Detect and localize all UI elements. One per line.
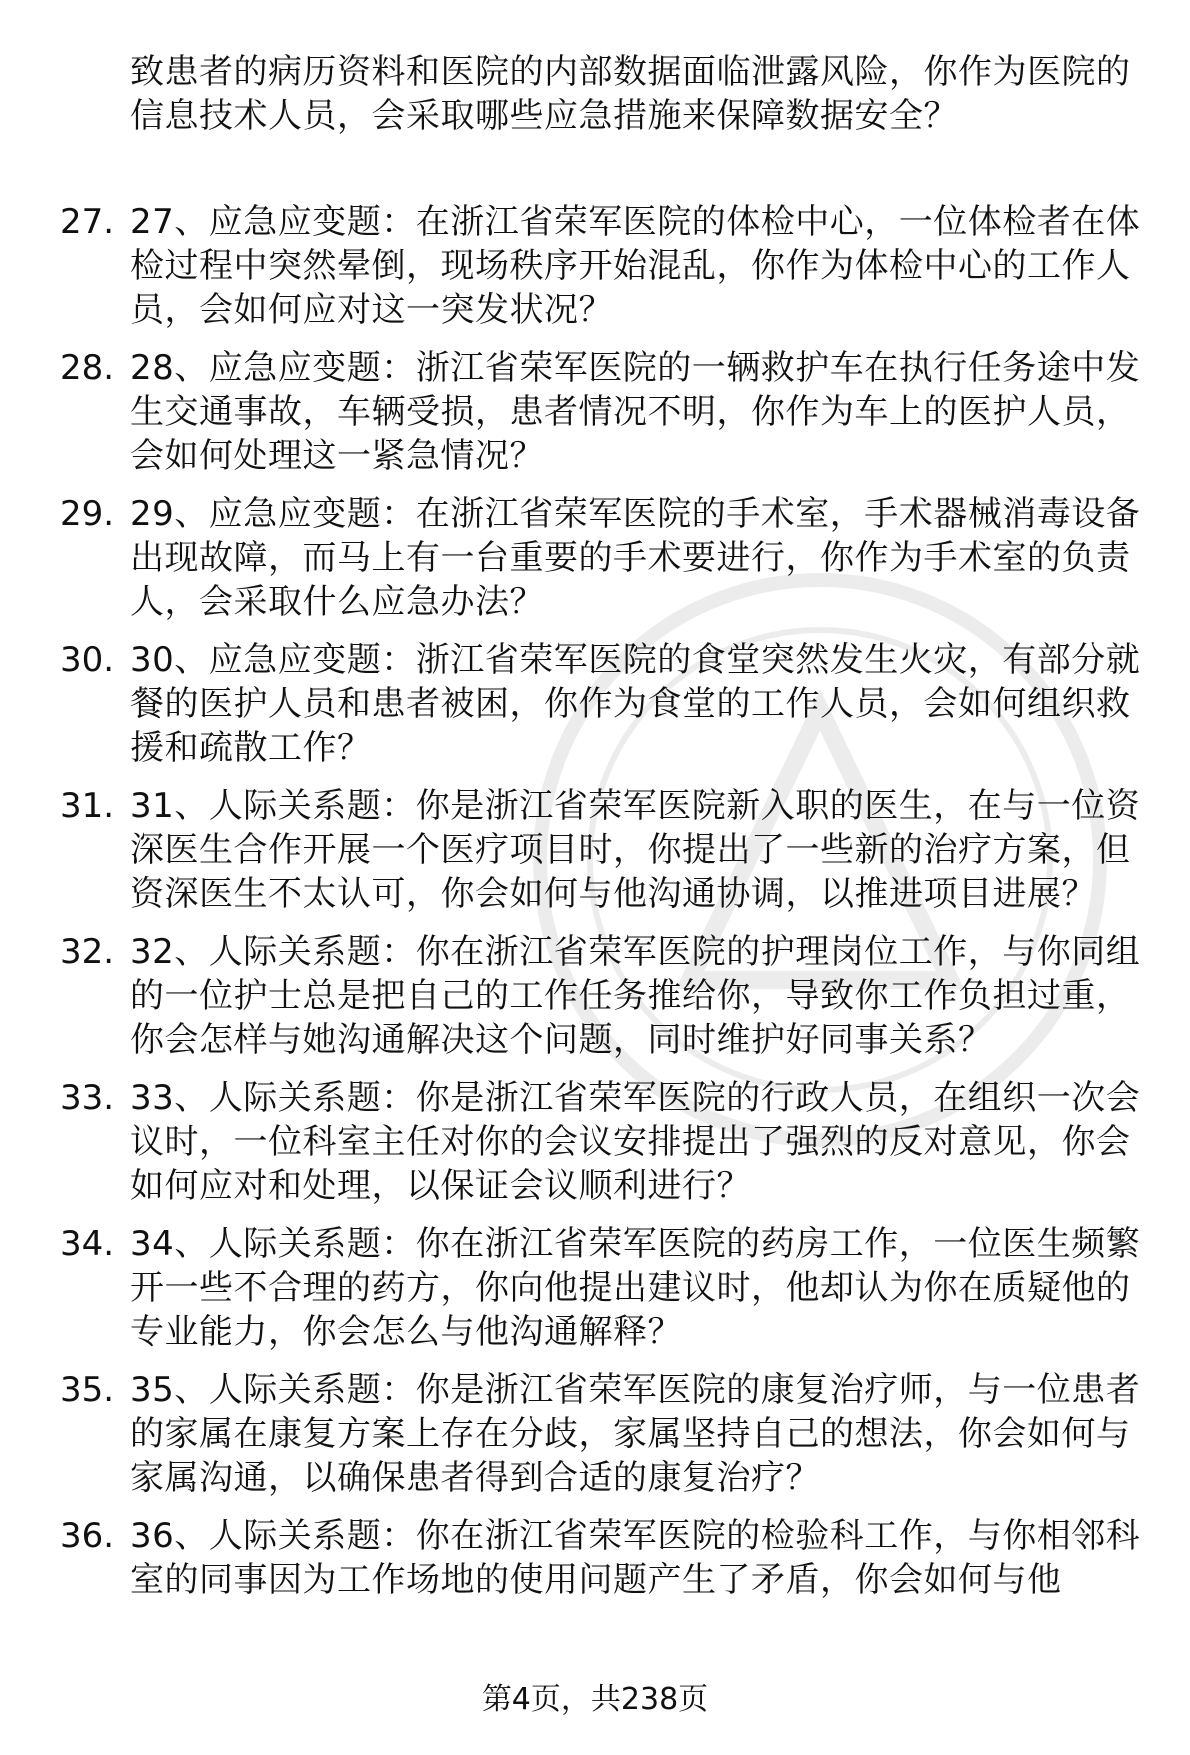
list-item — [0, 492, 1190, 624]
question-text: 29、应急应变题：在浙江省荣军医院的手术室，手术器械消毒设备出现故障，而马上有一台重要的手术要进行，你作为手术室的负责人，会采取什么应急办法？ — [130, 494, 1141, 622]
list-item — [0, 1514, 1190, 1602]
list-item — [0, 200, 1190, 332]
question-text: 35、人际关系题：你是浙江省荣军医院的康复治疗师，与一位患者的家属在康复方案上存在分歧，家属坚持自己的想法，你会如何与家属沟通，以确保患者得到合适的康复治疗？ — [130, 1370, 1141, 1498]
question-text: 33、人际关系题：你是浙江省荣军医院的行政人员，在组织一次会议时，一位科室主任对你的会议安排提出了强烈的反对意见，你会如何应对和处理，以保证会议顺利进行？ — [130, 1078, 1141, 1206]
question-list — [0, 200, 1190, 1616]
question-number: 31. — [60, 786, 115, 826]
question-text: 32、人际关系题：你在浙江省荣军医院的护理岗位工作，与你同组的一位护士总是把自己的工作任务推给你，导致你工作负担过重，你会怎样与她沟通解决这个问题，同时维护好同事关系？ — [130, 932, 1141, 1060]
question-number: 35. — [60, 1370, 115, 1410]
question-number: 33. — [60, 1078, 115, 1118]
list-item — [0, 638, 1190, 770]
question-number: 34. — [60, 1224, 115, 1264]
question-continuation-text: 致患者的病历资料和医院的内部数据面临泄露风险，你作为医院的信息技术人员，会采取哪些应急措施来保障数据安全？ — [130, 52, 1131, 136]
question-text: 36、人际关系题：你在浙江省荣军医院的检验科工作，与你相邻科室的同事因为工作场地的使用问题产生了矛盾，你会如何与他 — [130, 1516, 1141, 1600]
list-item — [0, 784, 1190, 916]
question-number: 27. — [60, 202, 115, 242]
question-text: 34、人际关系题：你在浙江省荣军医院的药房工作，一位医生频繁开一些不合理的药方，你向他提出建议时，他却认为你在质疑他的专业能力，你会怎么与他沟通解释？ — [130, 1224, 1141, 1352]
list-item — [0, 1368, 1190, 1500]
question-text: 28、应急应变题：浙江省荣军医院的一辆救护车在执行任务途中发生交通事故，车辆受损，患者情况不明，你作为车上的医护人员，会如何处理这一紧急情况？ — [130, 348, 1141, 476]
list-item — [0, 1076, 1190, 1208]
question-number: 28. — [60, 348, 115, 388]
question-number: 30. — [60, 640, 115, 680]
question-number: 36. — [60, 1516, 115, 1556]
list-item — [0, 346, 1190, 478]
question-text: 27、应急应变题：在浙江省荣军医院的体检中心，一位体检者在体检过程中突然晕倒，现场秩序开始混乱，你作为体检中心的工作人员，会如何应对这一突发状况？ — [130, 202, 1141, 330]
list-item — [0, 930, 1190, 1062]
question-number: 32. — [60, 932, 115, 972]
question-text: 30、应急应变题：浙江省荣军医院的食堂突然发生火灾，有部分就餐的医护人员和患者被困，你作为食堂的工作人员，会如何组织救援和疏散工作？ — [130, 640, 1141, 768]
question-text: 31、人际关系题：你是浙江省荣军医院新入职的医生，在与一位资深医生合作开展一个医疗项目时，你提出了一些新的治疗方案，但资深医生不太认可，你会如何与他沟通协调，以推进项目进展？ — [130, 786, 1141, 914]
question-number: 29. — [60, 494, 115, 534]
page-footer: 第4页，共238页 — [481, 1682, 709, 1717]
list-item — [0, 1222, 1190, 1354]
